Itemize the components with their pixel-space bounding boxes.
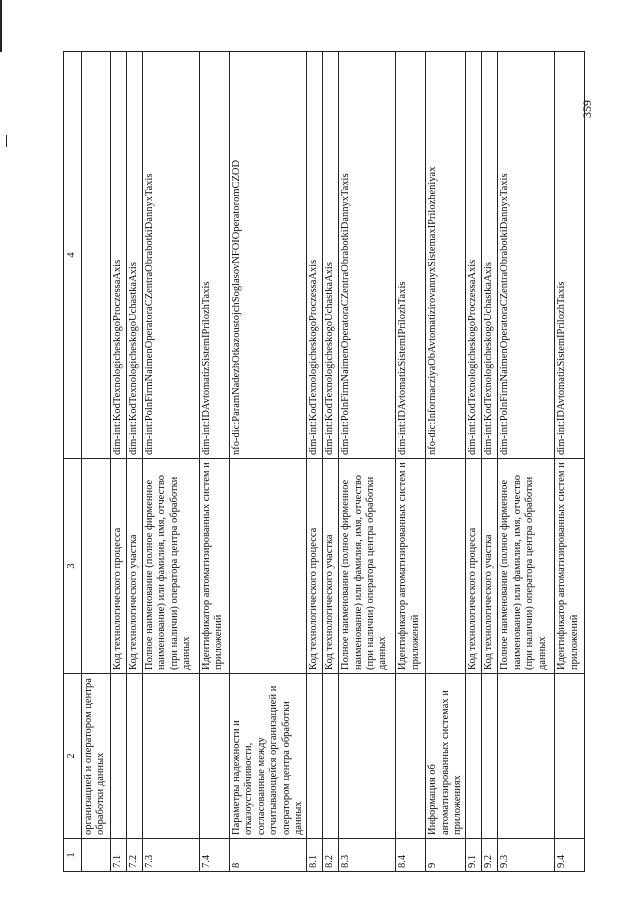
section-cell xyxy=(111,674,127,839)
table-row xyxy=(498,52,555,872)
indicator-cell: Код технологического процесса xyxy=(307,459,323,674)
code-cell: 9.2 xyxy=(482,839,498,872)
indicator-cell xyxy=(426,459,466,674)
code-cell: 8.3 xyxy=(339,839,396,872)
header-row xyxy=(64,52,82,872)
code-cell: 7.2 xyxy=(127,839,143,872)
header-cell-2: 2 xyxy=(64,674,82,839)
section-cell xyxy=(200,674,230,839)
element-cell: nfo-dic:ParamNadezhOtkazoustojchSoglasovNFOIOperatoromCZOD xyxy=(230,52,307,459)
indicator-cell: Полное наименование (полное фирменное наименование) или фамилия, имя, отчество (при наличии) оператора центра обработки данных xyxy=(143,459,200,674)
element-cell: dim-int:KodTexnologicheskogoProczessaAxis xyxy=(307,52,323,459)
code-cell: 8 xyxy=(230,839,307,872)
indicator-cell: Идентификатор автоматизированных систем и приложений xyxy=(200,459,230,674)
section-cell: организацией и оператором центра обработки данных xyxy=(82,674,111,839)
section-cell: Информация об автоматизированных системах и приложениях xyxy=(426,674,466,839)
indicator-cell: Идентификатор автоматизированных систем и приложений xyxy=(555,459,585,674)
binding-mark-mid xyxy=(6,135,7,147)
table-row xyxy=(426,52,466,872)
section-cell xyxy=(143,674,200,839)
table-row xyxy=(200,52,230,872)
section-cell xyxy=(323,674,339,839)
element-cell: nfo-dic:InformacziyaObAvtomatizirovannyxSistemaxIPrilozheniyax xyxy=(426,52,466,459)
indicator-cell: Код технологического участка xyxy=(127,459,143,674)
header-cell-4: 4 xyxy=(64,52,82,459)
table-row xyxy=(143,52,200,872)
element-cell: dim-int:PolnFirmNaimenOperatoraCZentraObrabotkiDannyxTaxis xyxy=(498,52,555,459)
indicator-cell xyxy=(230,459,307,674)
section-cell xyxy=(555,674,585,839)
element-cell: dim-int:KodTexnologicheskogoUchastkaAxis xyxy=(127,52,143,459)
element-cell: dim-int:PolnFirmNaimenOperatoraCZentraObrabotkiDannyxTaxis xyxy=(339,52,396,459)
table-body xyxy=(64,52,585,872)
code-cell xyxy=(82,839,111,872)
header-cell-1: 1 xyxy=(64,839,82,872)
element-cell: dim-int:KodTexnologicheskogoProczessaAxis xyxy=(111,52,127,459)
section-cell xyxy=(482,674,498,839)
table-row xyxy=(307,52,323,872)
table-region xyxy=(63,52,580,872)
table-row xyxy=(111,52,127,872)
table-row xyxy=(396,52,426,872)
code-cell: 7.3 xyxy=(143,839,200,872)
table-row xyxy=(466,52,482,872)
code-cell: 9.3 xyxy=(498,839,555,872)
section-cell xyxy=(498,674,555,839)
code-cell: 9.4 xyxy=(555,839,585,872)
element-cell: dim-int:KodTexnologicheskogoUchastkaAxis xyxy=(323,52,339,459)
element-cell xyxy=(82,52,111,459)
code-cell: 8.4 xyxy=(396,839,426,872)
page-number: 359 xyxy=(579,100,594,118)
code-cell: 8.1 xyxy=(307,839,323,872)
binding-mark-top xyxy=(0,0,2,52)
indicator-cell: Код технологического участка xyxy=(323,459,339,674)
element-cell: dim-int:KodTexnologicheskogoUchastkaAxis xyxy=(482,52,498,459)
code-cell: 9.1 xyxy=(466,839,482,872)
table-row xyxy=(555,52,585,872)
element-cell: dim-int:IDAvtomatizSistemIPrilozhTaxis xyxy=(200,52,230,459)
section-cell xyxy=(307,674,323,839)
section-cell xyxy=(127,674,143,839)
section-cell: Параметры надежности и отказоустойчивости, согласованные между отчитывающейся организацией и оператором центра обработки данных xyxy=(230,674,307,839)
indicator-cell: Полное наименование (полное фирменное наименование) или фамилия, имя, отчество (при наличии) оператора центра обработки данных xyxy=(339,459,396,674)
element-cell: dim-int:IDAvtomatizSistemIPrilozhTaxis xyxy=(396,52,426,459)
table-row xyxy=(230,52,307,872)
element-cell: dim-int:KodTexnologicheskogoProczessaAxis xyxy=(466,52,482,459)
table-row xyxy=(82,52,111,872)
element-cell: dim-int:IDAvtomatizSistemIPrilozhTaxis xyxy=(555,52,585,459)
indicator-cell: Полное наименование (полное фирменное наименование) или фамилия, имя, отчество (при наличии) оператора центра обработки данных xyxy=(498,459,555,674)
table-row xyxy=(127,52,143,872)
indicator-cell: Код технологического процесса xyxy=(111,459,127,674)
table-row xyxy=(323,52,339,872)
indicator-cell: Идентификатор автоматизированных систем и приложений xyxy=(396,459,426,674)
section-cell xyxy=(466,674,482,839)
table-row xyxy=(482,52,498,872)
indicator-cell xyxy=(82,459,111,674)
code-cell: 7.1 xyxy=(111,839,127,872)
section-cell xyxy=(339,674,396,839)
code-cell: 9 xyxy=(426,839,466,872)
table-row xyxy=(339,52,396,872)
data-table xyxy=(63,51,585,872)
code-cell: 7.4 xyxy=(200,839,230,872)
indicator-cell: Код технологического участка xyxy=(482,459,498,674)
indicator-cell: Код технологического процесса xyxy=(466,459,482,674)
section-cell xyxy=(396,674,426,839)
element-cell: dim-int:PolnFirmNaimenOperatoraCZentraObrabotkiDannyxTaxis xyxy=(143,52,200,459)
header-cell-3: 3 xyxy=(64,459,82,674)
code-cell: 8.2 xyxy=(323,839,339,872)
